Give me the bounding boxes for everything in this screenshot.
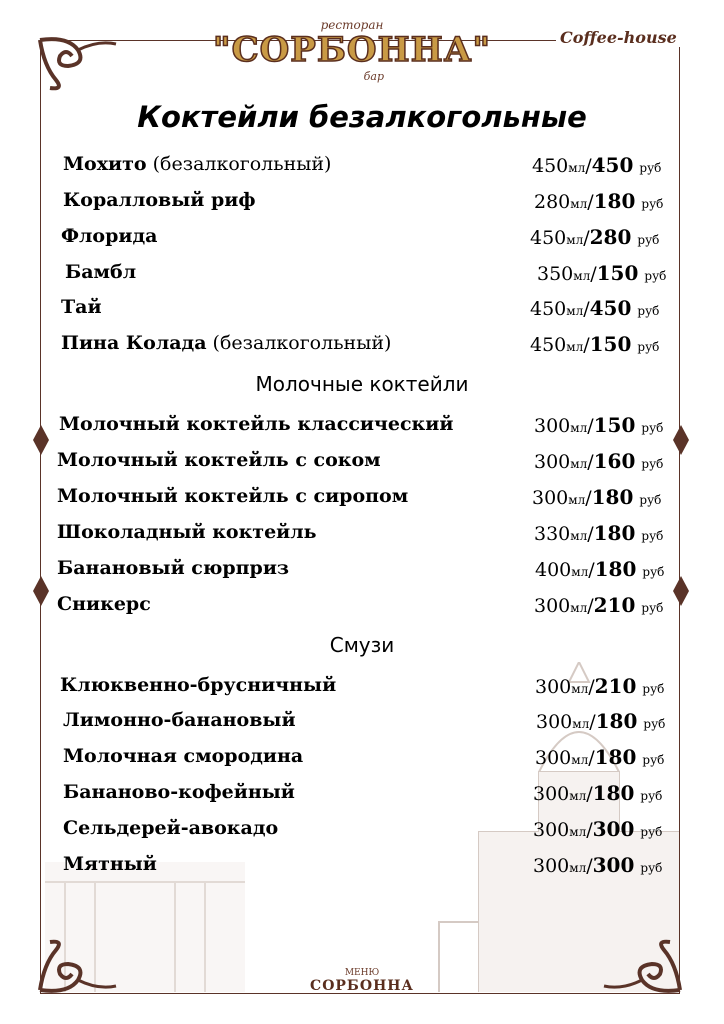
item-price: 350мл/150 руб	[537, 261, 667, 285]
right-side-ornament	[672, 425, 690, 455]
menu-frame	[40, 40, 680, 994]
item-price: 450мл/450 руб	[530, 296, 660, 320]
item-name: Мохито (безалкогольный)	[63, 153, 332, 175]
item-name: Сникерс	[57, 593, 151, 615]
item-price: 280мл/180 руб	[534, 189, 664, 213]
item-price: 300мл/180 руб	[533, 781, 663, 805]
right-side-ornament-2	[672, 576, 690, 606]
item-name: Молочная смородина	[63, 745, 304, 767]
item-price: 300мл/180 руб	[535, 745, 665, 769]
logo-bar-text: бар	[363, 70, 384, 83]
left-side-ornament-2	[32, 576, 50, 606]
item-name: Банановый сюрприз	[57, 557, 290, 579]
coffee-house-label: Coffee-house	[556, 28, 681, 47]
item-name: Молочный коктейль классический	[59, 413, 454, 435]
logo-name: "СОРБОННА"	[212, 30, 492, 70]
item-price: 330мл/180 руб	[534, 521, 664, 545]
footer-sorbonna-text: СОРБОННА	[310, 978, 414, 994]
page-title: Коктейли безалкогольные	[137, 100, 587, 134]
left-side-ornament	[32, 425, 50, 455]
item-name: Мятный	[63, 853, 157, 875]
item-name: Шоколадный коктейль	[57, 521, 317, 543]
item-price: 300мл/210 руб	[534, 593, 664, 617]
item-name: Лимонно-банановый	[63, 709, 296, 731]
item-price: 450мл/450 руб	[532, 153, 662, 177]
item-price: 400мл/180 руб	[535, 557, 665, 581]
top-left-ornament	[38, 36, 118, 92]
logo-restaurant-text: ресторан	[320, 18, 384, 32]
item-price: 300мл/300 руб	[533, 853, 663, 877]
item-name: Флорида	[61, 225, 158, 247]
item-name: Тай	[61, 296, 102, 318]
item-price: 300мл/150 руб	[534, 413, 664, 437]
item-price: 300мл/180 руб	[536, 709, 666, 733]
item-price: 300мл/160 руб	[534, 449, 664, 473]
item-price: 300мл/210 руб	[535, 674, 665, 698]
section-heading-milk: Молочные коктейли	[255, 372, 469, 396]
item-price: 300мл/180 руб	[532, 485, 662, 509]
section-heading-smoothie: Смузи	[329, 633, 395, 657]
item-name: Клюквенно-брусничный	[60, 674, 337, 696]
item-name: Молочный коктейль с сиропом	[57, 485, 409, 507]
item-name: Пина Колада (безалкогольный)	[61, 332, 392, 354]
sorbonna-logo	[212, 18, 492, 88]
item-name: Бананово-кофейный	[63, 781, 295, 803]
item-name: Коралловый риф	[63, 189, 256, 211]
footer-logo	[0, 968, 724, 994]
item-price: 450мл/150 руб	[530, 332, 660, 356]
item-name: Молочный коктейль с соком	[57, 449, 381, 471]
item-price: 450мл/280 руб	[530, 225, 660, 249]
item-price: 300мл/300 руб	[533, 817, 663, 841]
item-name: Сельдерей-авокадо	[63, 817, 279, 839]
footer-menu-text: МЕНЮ	[344, 968, 380, 978]
item-name: Бамбл	[65, 261, 137, 283]
